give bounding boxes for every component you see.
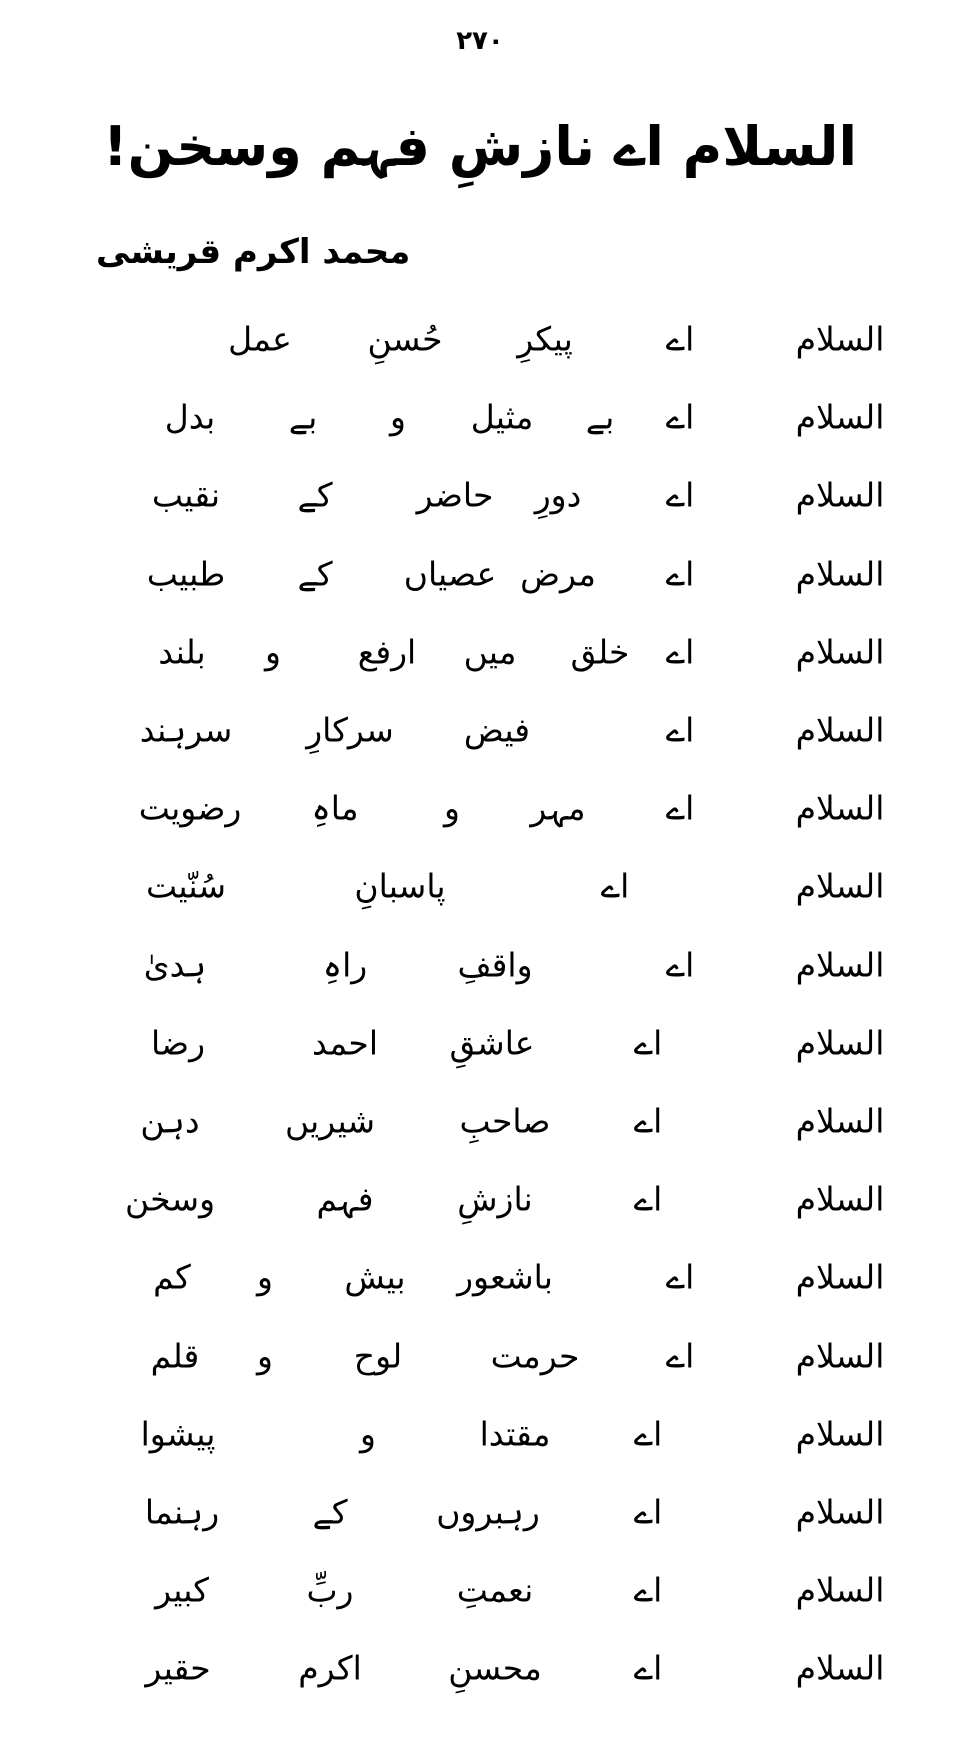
verse-word: اے <box>633 1023 663 1063</box>
verse-word: السلام <box>795 1257 885 1297</box>
verse-word: اکرم <box>298 1648 362 1688</box>
verse-word: واقفِ <box>457 945 533 985</box>
verse-word: فیض <box>463 710 531 750</box>
verse-line <box>0 847 960 925</box>
verse-word: السلام <box>795 554 885 594</box>
verse-line <box>0 1395 960 1473</box>
verse-word: اے <box>665 554 695 594</box>
verse-word: کم <box>153 1257 191 1297</box>
page-title: السلام اے نازشِ فہم وسخن! <box>103 115 857 178</box>
verse-word: اے <box>665 945 695 985</box>
verse-word: رہنما <box>144 1492 220 1532</box>
verse-word: السلام <box>795 1414 885 1454</box>
verse-word: مرض <box>520 554 596 594</box>
verse-word: طبیب <box>146 554 226 594</box>
verse-word: اے <box>665 319 695 359</box>
verse-word: پیشوا <box>140 1414 216 1454</box>
verse-line <box>0 613 960 691</box>
verse-word: اے <box>633 1648 663 1688</box>
verse-line <box>0 769 960 847</box>
verse-word: السلام <box>795 1101 885 1141</box>
verse-word: بیش <box>344 1257 406 1297</box>
verse-word: السلام <box>795 710 885 750</box>
verse-word: حاضر <box>416 475 494 515</box>
verse-word: بے <box>585 397 615 437</box>
verse-word: اے <box>665 397 695 437</box>
verse-word: السلام <box>795 397 885 437</box>
verse-word: السلام <box>795 1570 885 1610</box>
verse-line <box>0 1629 960 1707</box>
verse-line <box>0 1082 960 1160</box>
verse-word: عمل <box>228 319 292 359</box>
verse-word: السلام <box>795 319 885 359</box>
verse-word: سرہند <box>139 710 233 750</box>
author-name: محمد اکرم قریشی <box>96 232 411 272</box>
verse-word: السلام <box>795 1179 885 1219</box>
verse-word: و <box>257 1336 273 1376</box>
verse-word: ربِّ <box>306 1570 354 1610</box>
verse-word: اے <box>633 1179 663 1219</box>
verse-line <box>0 535 960 613</box>
verse-word: و <box>257 1257 273 1297</box>
verse-word: رضویت <box>138 788 242 828</box>
verse-word: بلند <box>158 632 206 672</box>
verse-word: احمد <box>312 1023 378 1063</box>
verse-word: نازشِ <box>457 1179 533 1219</box>
verse-word: مثیل <box>470 397 534 437</box>
verse-word: اے <box>665 1336 695 1376</box>
verse-word: اے <box>633 1492 663 1532</box>
verse-word: بے <box>288 397 318 437</box>
verse-word: السلام <box>795 632 885 672</box>
verse-word: پیکرِ <box>517 319 573 359</box>
verse-word: لوح <box>353 1336 403 1376</box>
verse-word: باشعور <box>457 1257 553 1297</box>
verse-word: وسخن <box>124 1179 216 1219</box>
verse-word: قلم <box>150 1336 200 1376</box>
verse-line <box>0 1238 960 1316</box>
verse-word: کبیر <box>155 1570 209 1610</box>
verse-word: کے <box>297 475 333 515</box>
verse-word: و <box>444 788 460 828</box>
verse-word: رضا <box>150 1023 206 1063</box>
verse-word: اے <box>600 866 630 906</box>
verse-word: اے <box>633 1570 663 1610</box>
verse-word: عصیاں <box>403 554 497 594</box>
verse-word: ہدیٰ <box>143 945 207 985</box>
verse-word: حُسنِ <box>367 319 443 359</box>
verse-word: فہم <box>316 1179 374 1219</box>
verse-word: اے <box>665 475 695 515</box>
verse-list <box>0 300 960 1707</box>
verse-word: السلام <box>795 866 885 906</box>
verse-word: السلام <box>795 788 885 828</box>
verse-word: کے <box>297 554 333 594</box>
page-number: ۲۷۰ <box>456 26 504 56</box>
verse-word: نعمتِ <box>456 1570 534 1610</box>
verse-word: السلام <box>795 1023 885 1063</box>
verse-word: السلام <box>795 475 885 515</box>
verse-word: اے <box>665 632 695 672</box>
verse-line <box>0 1160 960 1238</box>
verse-word: کے <box>312 1492 348 1532</box>
verse-word: اے <box>665 788 695 828</box>
verse-line <box>0 300 960 378</box>
verse-word: پاسبانِ <box>354 866 446 906</box>
verse-line <box>0 456 960 534</box>
verse-word: خلق <box>570 632 630 672</box>
verse-word: محسنِ <box>448 1648 542 1688</box>
verse-word: و <box>360 1414 376 1454</box>
verse-word: السلام <box>795 945 885 985</box>
verse-word: سرکارِ <box>306 710 394 750</box>
verse-word: راہِ <box>322 945 368 985</box>
verse-word: ارفع <box>357 632 417 672</box>
verse-word: السلام <box>795 1648 885 1688</box>
verse-line <box>0 1004 960 1082</box>
verse-word: دورِ <box>534 475 582 515</box>
verse-word: صاحبِ <box>459 1101 551 1141</box>
verse-line <box>0 1316 960 1394</box>
verse-word: اے <box>633 1414 663 1454</box>
verse-word: السلام <box>795 1492 885 1532</box>
verse-line <box>0 691 960 769</box>
verse-word: مقتدا <box>479 1414 551 1454</box>
verse-word: اے <box>633 1101 663 1141</box>
verse-word: حرمت <box>490 1336 580 1376</box>
verse-word: ماہِ <box>311 788 359 828</box>
verse-word: نقیب <box>151 475 221 515</box>
verse-word: و <box>390 397 406 437</box>
verse-line <box>0 926 960 1004</box>
verse-line <box>0 1551 960 1629</box>
verse-line <box>0 378 960 456</box>
verse-word: حقیر <box>145 1648 211 1688</box>
verse-word: مہر <box>530 788 586 828</box>
verse-word: و <box>265 632 281 672</box>
verse-line <box>0 1473 960 1551</box>
verse-word: اے <box>665 710 695 750</box>
verse-word: اے <box>665 1257 695 1297</box>
verse-word: میں <box>463 632 517 672</box>
verse-word: رہبروں <box>436 1492 540 1532</box>
verse-word: السلام <box>795 1336 885 1376</box>
verse-word: دہن <box>140 1101 200 1141</box>
verse-word: عاشقِ <box>449 1023 535 1063</box>
verse-word: شیریں <box>284 1101 376 1141</box>
verse-word: بدل <box>164 397 216 437</box>
verse-word: سُنّیت <box>146 866 226 906</box>
